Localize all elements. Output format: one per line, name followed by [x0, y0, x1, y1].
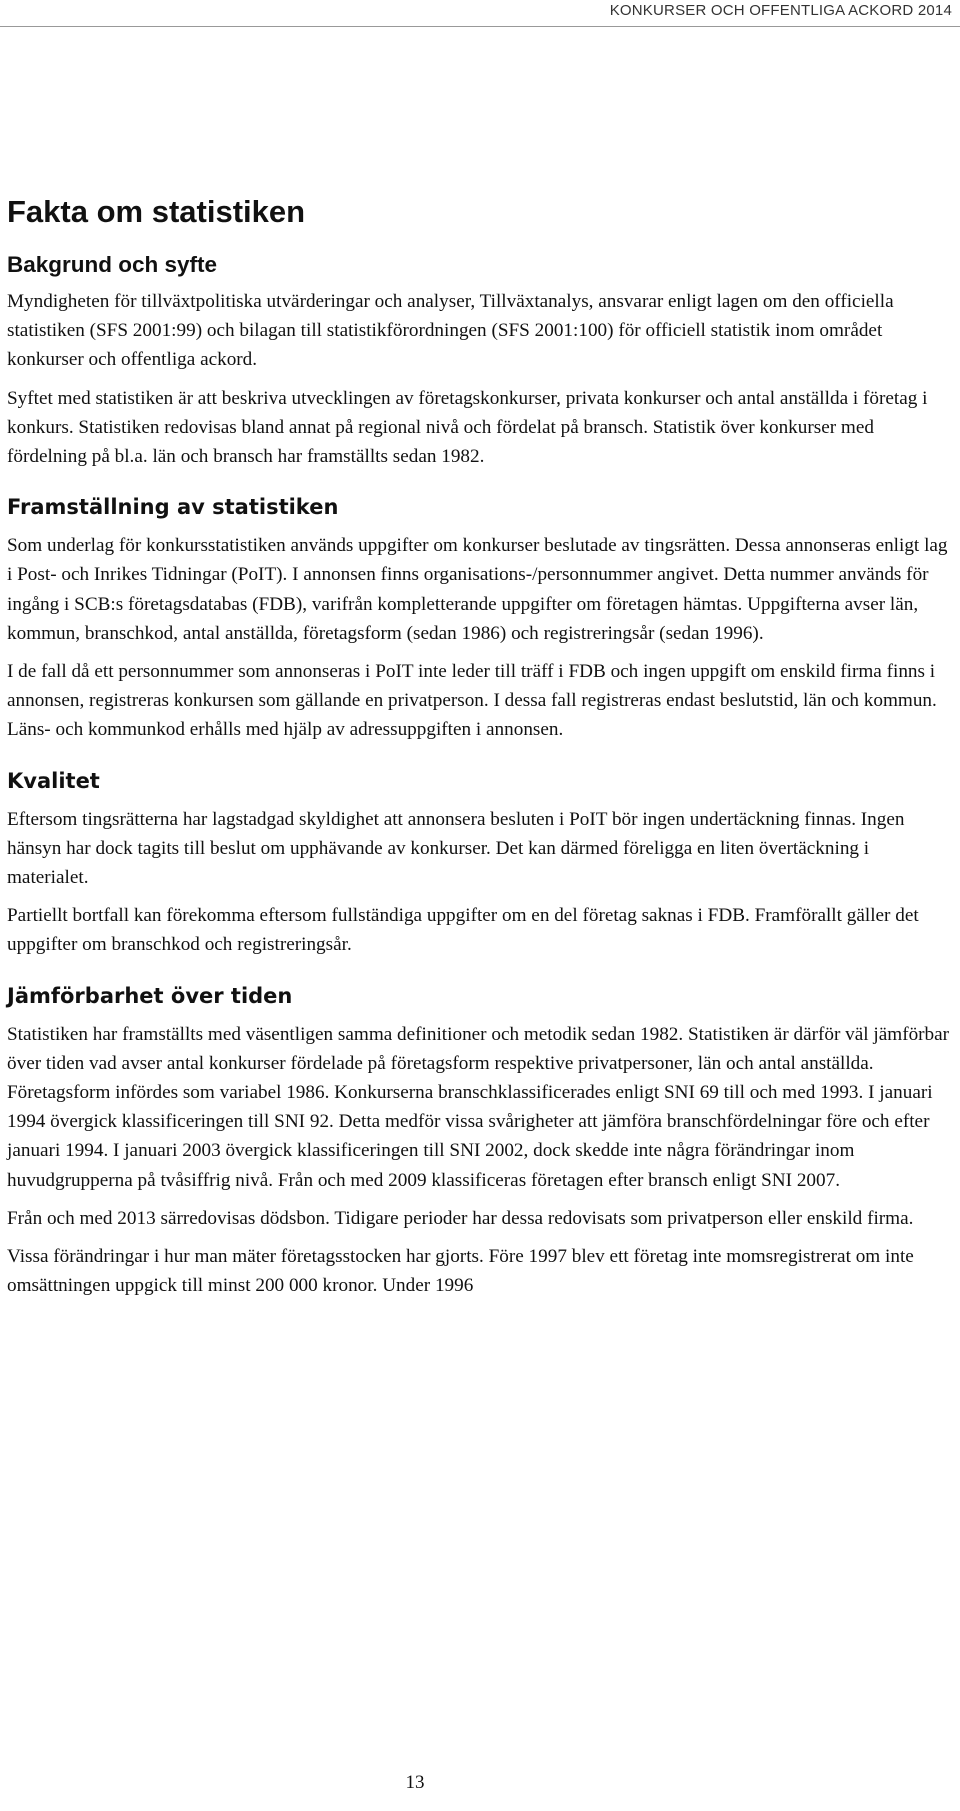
section-bakgrund: [7, 250, 952, 471]
section-heading: Jämförbarhet över tiden: [7, 983, 293, 1008]
paragraph: Som underlag för konkursstatistiken används uppgifter om konkurser beslutade av tingsrätten. Dessa annonseras enligt lag i Post- och Inrikes Tidningar (PoIT). I annonsen finns organisations-/personnummer angivet. Detta nummer används för ingång i SCB:s företagsdatabas (FDB), varifrån kompletterande uppgifter om företagen hämtas. Uppgifterna avser län, kommun, branschkod, antal anställda, företagsform (sedan 1986) och registreringsår (sedan 1996).: [7, 535, 948, 644]
section-heading: Bakgrund och syfte: [7, 252, 218, 277]
paragraph: Eftersom tingsrätterna har lagstadgad skyldighet att annonsera besluten i PoIT bör ingen undertäckning finnas. Ingen hänsyn har dock tagits till beslut om upphävande av konkurser. Det kan därmed föreligga en liten övertäckning i materialet.: [7, 808, 905, 889]
paragraph: Från och med 2013 särredovisas dödsbon. Tidigare perioder har dessa redovisats som privatperson eller enskild firma.: [7, 1207, 914, 1229]
page-title: Fakta om statistiken: [7, 194, 306, 229]
section-heading: Kvalitet: [7, 768, 100, 793]
paragraph: I de fall då ett personnummer som annonseras i PoIT inte leder till träff i FDB och ingen uppgift om enskild firma finns i annonsen, registreras konkursen som gällande en privatperson. I dessa fall registreras endast beslutstid, län och kommun. Läns- och kommunkod erhålls med hjälp av adressuppgiften i annonsen.: [7, 661, 937, 741]
page-content: [7, 192, 952, 1309]
section-heading: Framställning av statistiken: [7, 495, 339, 520]
header-rule: [0, 26, 960, 27]
page-number: 13: [405, 1772, 425, 1793]
paragraph: Myndigheten för tillväxtpolitiska utvärderingar och analyser, Tillväxtanalys, ansvarar enligt lagen om den officiella statistiken (SFS 2001:99) och bilagan till statistikförordningen (SFS 2001:100) för officiell statistik inom området konkurser och offentliga ackord.: [7, 291, 894, 371]
section-jamforbarhet: [7, 980, 952, 1301]
paragraph: Partiellt bortfall kan förekomma eftersom fullständiga uppgifter om en del företag saknas i FDB. Framförallt gäller det uppgifter om branschkod och registreringsår.: [7, 905, 919, 956]
section-kvalitet: [7, 765, 952, 960]
paragraph: Vissa förändringar i hur man mäter företagsstocken har gjorts. Före 1997 blev ett företag inte momsregistrerat om inte omsättningen uppgick till minst 200 000 kronor. Under 1996: [7, 1246, 914, 1297]
running-header: KONKURSER OCH OFFENTLIGA ACKORD 2014: [609, 2, 952, 19]
paragraph: Syftet med statistiken är att beskriva utvecklingen av företagskonkurser, privata konkurser och antal anställda i företag i konkurs. Statistiken redovisas bland annat på regional nivå och fördelat på bransch. Statistik över konkurser med fördelning på bl.a. län och bransch har framställts sedan 1982.: [7, 387, 928, 468]
paragraph: Statistiken har framställts med väsentligen samma definitioner och metodik sedan 1982. Statistiken är därför väl jämförbar över tiden vad avser antal konkurser fördelade på företagsform respektive privatpersoner, län och antal anställda. Företagsform infördes som variabel 1986. Konkurserna branschklassificerades enligt SNI 69 till och med 1993. I januari 1994 övergick klassificeringen till SNI 92. Detta medför vissa svårigheter att jämföra branschfördelningar före och efter januari 1994. I januari 2003 övergick klassificeringen till SNI 2002, dock skedde inte några förändringar inom huvudgrupperna på tvåsiffrig nivå. Från och med 2009 klassificeras företagen efter bransch enligt SNI 2007.: [7, 1023, 950, 1191]
section-framstallning: [7, 491, 952, 744]
